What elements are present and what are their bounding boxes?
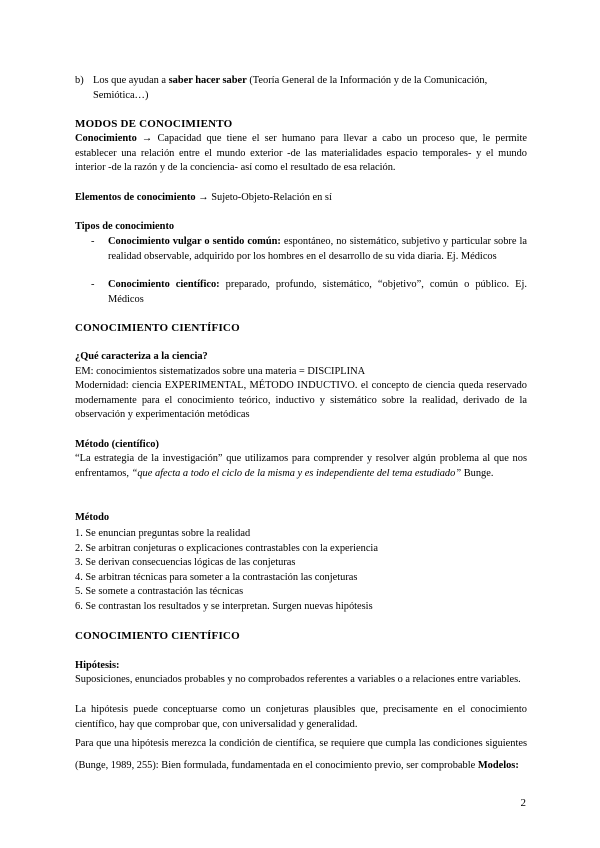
ciencia-question: ¿Qué caracteriza a la ciencia?	[75, 351, 208, 362]
cientifico-heading-2: CONOCIMIENTO CIENTÍFICO	[75, 630, 240, 642]
hipotesis-paragraph-2: La hipótesis puede conceptuarse como un conjeturas plausibles que, precisamente en el conocimiento científico, hay que comprobar que, con universalidad y generalidad.	[75, 704, 527, 730]
elementos-line: Elementos de conocimiento → Sujeto-Objeto-Relación en sí	[75, 192, 332, 203]
item-b-text: Los que ayudan a saber hacer saber (Teoría General de la Información y de la Comunicación, Semiótica…)	[93, 75, 488, 101]
list-dash: -	[91, 279, 95, 290]
modelos-label: Modelos:	[477, 760, 519, 771]
method-step: 6. Se contrastan los resultados y se interpretan. Surgen nuevas hipótesis	[75, 601, 373, 612]
modos-heading: MODOS DE CONOCIMIENTO	[75, 118, 233, 130]
hipotesis-heading: Hipótesis:	[75, 660, 120, 671]
method-step: 5. Se somete a contrastación las técnicas	[75, 586, 244, 597]
metodo-quote: “La estrategia de la investigación” que utilizamos para comprender y resolver algún problema al que nos enfrentamos, “que afecta a todo el ciclo de la misma y es independiente del tema estudiado” Bunge.	[75, 453, 527, 479]
hipotesis-paragraph-1: Suposiciones, enunciados probables y no comprobados referentes a variables o a relaciones entre variables.	[75, 674, 521, 685]
cientifico-heading: CONOCIMIENTO CIENTÍFICO	[75, 322, 240, 334]
modernidad-paragraph: Modernidad: ciencia EXPERIMENTAL, MÉTODO INDUCTIVO. el concepto de ciencia queda reservado modernamente para el conocimiento teórico, inductivo y sistemático sobre la realidad, derivado de la observación y experimentación metódicas	[75, 380, 527, 420]
metodo-heading: Método	[75, 512, 110, 523]
tipo-cientifico: Conocimiento científico: preparado, profundo, sistemático, “objetivo”, común o público. Ej. Médicos	[108, 279, 527, 305]
method-step: 2. Se arbitran conjeturas o explicaciones contrastables con la experiencia	[75, 543, 378, 554]
conocimiento-definition: Conocimiento → Capacidad que tiene el ser humano para llevar a cabo un proceso que, le permite establecer una relación entre el mundo exterior -de las materialidades espacio temporales- y el mundo interior -de la razón y de la conciencia- así como el resultado de esa relación.	[75, 133, 527, 173]
tipos-heading: Tipos de conocimiento	[75, 221, 175, 232]
em-line: EM: conocimientos sistematizados sobre una materia = DISCIPLINA	[75, 366, 366, 377]
list-dash: -	[91, 236, 95, 247]
saber-hacer-saber: saber hacer saber	[168, 75, 247, 86]
list-marker: b)	[75, 75, 84, 86]
page-number: 2	[520, 797, 526, 809]
tipo-vulgar: Conocimiento vulgar o sentido común: espontáneo, no sistemático, subjetivo y particular sobre la realidad observable, adquirido por los hombres en el desarrollo de su vida diaria. Ej. Médicos	[108, 236, 527, 262]
method-step: 4. Se arbitran técnicas para someter a la contrastación las conjeturas	[75, 572, 358, 583]
method-step: 3. Se derivan consecuencias lógicas de las conjeturas	[75, 557, 296, 568]
metodo-cientifico-heading: Método (científico)	[75, 439, 159, 450]
method-step: 1. Se enuncian preguntas sobre la realidad	[75, 528, 251, 539]
hipotesis-paragraph-3: Para que una hipótesis merezca la condición de científica, se requiere que cumpla las condiciones siguientes (Bunge, 1989, 255): Bien formulada, fundamentada en el conocimiento previo, ser comprobable Modelos:	[75, 738, 527, 771]
